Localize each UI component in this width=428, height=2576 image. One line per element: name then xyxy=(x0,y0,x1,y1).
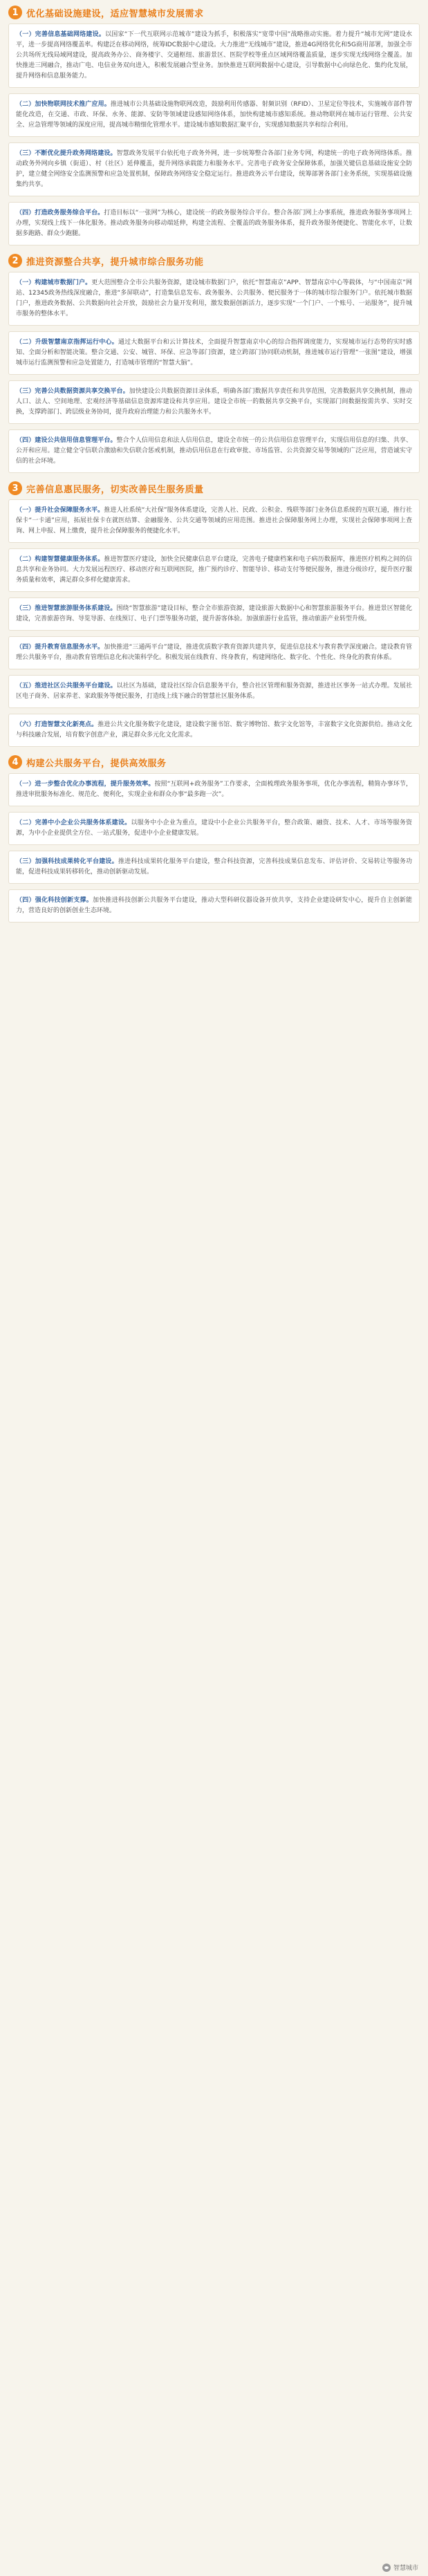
card-lead: （三）不断优化提升政务网络建设。 xyxy=(16,150,117,157)
section-number-badge: 4 xyxy=(8,755,22,769)
card-text: 加快推进“三通两平台”建设，推进优质数字教育资源共建共享，促进信息技术与教育教学深度融合。建设教育管理公共服务平台，推动教育管理信息化和决策科学化。积极发展在线教育、终身教育，构建网络化、数字化、个性化、终身化的教育体系。 xyxy=(16,644,412,661)
card-text: 推进人社系统“大社保”服务体系建设，完善人社、民政、公积金、残联等部门业务信息系统的互联互通，推行社保卡“一卡通”应用，拓展社保卡在就医结算、金融服务、公共交通等领域的应用范围。推进社会保障服务网上办理，实现社会保障事项网上查询、网上申报、网上缴费，提升社会保障服务的便捷化水平。 xyxy=(16,507,412,535)
card-lead: （三）推进智慧旅游服务体系建设。 xyxy=(16,605,117,612)
card-text: 推进科技成果转化服务平台建设，整合科技资源，完善科技成果信息发布、评估评价、交易转让等服务功能，促进科技成果转移转化，推动创新驱动发展。 xyxy=(16,858,412,875)
section-title: 推进资源整合共享，提升城市综合服务功能 xyxy=(26,257,204,268)
content-card xyxy=(8,93,420,137)
section-number-badge: 1 xyxy=(8,6,22,19)
card-lead: （二）完善中小企业公共服务体系建设。 xyxy=(16,819,131,826)
watermark-text: 智慧城市 xyxy=(393,2565,418,2572)
content-card xyxy=(8,272,420,326)
content-card xyxy=(8,889,420,923)
content-card xyxy=(8,812,420,845)
card-text: 推进公共文化服务数字化建设，建设数字图书馆、数字博物馆、数字文化馆等，丰富数字文化资源供给。推动文化与科技融合发展，培育数字创意产业，满足群众多元化文化需求。 xyxy=(16,721,412,739)
content-card xyxy=(8,773,420,806)
content-card xyxy=(8,331,420,375)
section-header xyxy=(8,755,420,769)
card-text: 推进智慧医疗建设，加快全民健康信息平台建设，完善电子健康档案和电子病历数据库，推进医疗机构之间的信息共享和业务协同。大力发展远程医疗、移动医疗和互联网医院，推广预约诊疗、智能导诊、移动支付等便民服务，推进分级诊疗，提升医疗服务质量和效率，满足群众多样化健康需求。 xyxy=(16,556,412,584)
card-text: 通过大数据平台和云计算技术，全面提升智慧南京中心的综合指挥调度能力，实现城市运行态势的实时感知、全面分析和智能决策。整合交通、公安、城管、环保、应急等部门资源，建立跨部门协同联动机制，推进城市运行管理“一张图”建设，增强城市运行监测预警和应急处置能力，打造城市管理的“智慧大脑”。 xyxy=(16,339,412,367)
content-card xyxy=(8,597,420,631)
card-text: 以社区为基础，建设社区综合信息服务平台，整合社区管理和服务资源，推进社区事务一站式办理。发展社区电子商务、居家养老、家政服务等便民服务，打造线上线下融合的智慧社区服务体系。 xyxy=(16,683,412,700)
content-card xyxy=(8,429,420,473)
card-lead: （二）升级智慧南京指挥运行中心。 xyxy=(16,339,118,346)
card-lead: （二）加快物联网技术推广应用。 xyxy=(16,101,111,108)
section-header xyxy=(8,481,420,495)
content-card xyxy=(8,714,420,747)
card-lead: （四）建设公共信用信息管理平台。 xyxy=(16,437,117,444)
card-lead: （四）提升教育信息服务水平。 xyxy=(16,644,104,651)
section-title: 构建公共服务平台，提供高效服务 xyxy=(26,758,167,769)
content-card xyxy=(8,142,420,196)
content-card xyxy=(8,851,420,884)
card-text: 整合个人信用信息和法人信用信息，建设全市统一的公共信用信息管理平台，实现信用信息的归集、共享、公开和应用。建立健全守信联合激励和失信联合惩戒机制，推动信用信息在行政审批、市场监管、公共资源交易等领域的广泛应用，营造诚实守信的社会环境。 xyxy=(16,437,412,465)
card-text: 更大范围整合全市公共服务资源，建设城市数据门户，依托“智慧南京”APP、智慧南京中心等载体，与“中国南京”网站、12345政务热线深度融合，推进“多屏联动”，打造集信息发布、政务服务、公共服务、便民服务于一体的城市综合服务门户。依托城市数据门户，推进政务数据、公共数据向社会开放，鼓励社会力量开发利用，激发数据创新活力，逐步实现“一个门户、一个账号、一站服务”，提升城市服务的整体水平。 xyxy=(16,279,412,317)
card-text: 加快建设公共数据资源目录体系，明确各部门数据共享责任和共享范围，完善数据共享交换机制，推动人口、法人、空间地理、宏观经济等基础信息资源库建设和共享应用。建设全市统一的数据共享交换平台，实现部门间数据按需共享、实时交换，支撑跨部门、跨层级业务协同，提升政府治理能力和公共服务水平。 xyxy=(16,388,412,416)
content-card xyxy=(8,548,420,592)
card-text: 加快推进科技创新公共服务平台建设，推动大型科研仪器设备开放共享，支持企业建设研发中心，提升自主创新能力，营造良好的创新创业生态环境。 xyxy=(16,897,412,914)
wechat-icon xyxy=(382,2564,391,2572)
card-lead: （一）进一步整合优化办事流程，提升服务效率。 xyxy=(16,781,155,788)
section-title: 完善信息惠民服务，切实改善民生服务质量 xyxy=(26,484,204,495)
card-text: 推进城市公共基础设施物联网改造，鼓励利用传感器、射频识别（RFID）、卫星定位等技术，实施城市部件智能化改造，在交通、市政、环保、水务、能源、安防等领域建设感知网络体系，加快构建城市感知系统。推动物联网在城市运行管理、公共安全、应急管理等领域的深度应用，提高城市精细化管理水平。建设城市感知数据汇聚平台，实现感知数据共享和综合利用。 xyxy=(16,101,412,129)
content-card xyxy=(8,380,420,424)
card-lead: （六）打造智慧文化新亮点。 xyxy=(16,721,98,728)
card-lead: （四）强化科技创新支撑。 xyxy=(16,897,93,904)
content-card xyxy=(8,24,420,88)
card-text: 打造目标以“一张网”为核心，建设统一的政务服务综合平台。整合各部门网上办事系统，推进政务服务事项网上办理，实现线上线下一体化服务。推动政务服务向移动端延伸，构建全流程、全覆盖的政务服务体系，提升政务服务便捷化、智能化水平，让数据多跑路、群众少跑腿。 xyxy=(16,210,412,237)
card-lead: （二）构建智慧健康服务体系。 xyxy=(16,556,104,563)
card-text: 智慧政务发展平台依托电子政务外网，进一步统筹整合各部门业务专网，构建统一的电子政务网络体系。推动政务外网向乡镇（街道）、村（社区）延伸覆盖，提升网络承载能力和服务水平。完善电子政务安全保障体系，加强关键信息基础设施安全防护，建立健全网络安全监测预警和应急处置机制，保障政务网络安全稳定运行。推进政务云平台建设，统筹部署各部门业务系统，实现基础设施集约共享。 xyxy=(16,150,412,188)
content-card xyxy=(8,675,420,708)
section-number-badge: 3 xyxy=(8,481,22,495)
card-lead: （五）推进社区公共服务平台建设。 xyxy=(16,683,117,689)
card-text: 按照“互联网+政务服务”工作要求，全面梳理政务服务事项，优化办事流程，精简办事环节，推进审批服务标准化、规范化、便利化，实现企业和群众办事“最多跑一次”。 xyxy=(16,781,412,798)
section-header xyxy=(8,254,420,268)
card-text: 以服务中小企业为重点，建设中小企业公共服务平台，整合政策、融资、技术、人才、市场等服务资源，为中小企业提供全方位、一站式服务，促进中小企业健康发展。 xyxy=(16,819,412,837)
section-number-badge: 2 xyxy=(8,254,22,268)
content-card xyxy=(8,636,420,669)
section-header xyxy=(8,6,420,19)
card-lead: （三）完善公共数据资源共享交换平台。 xyxy=(16,388,129,395)
card-lead: （一）提升社会保障服务水平。 xyxy=(16,507,104,514)
content-card xyxy=(8,202,420,245)
watermark xyxy=(382,2563,418,2572)
content-card xyxy=(8,499,420,543)
card-lead: （一）构建城市数据门户。 xyxy=(16,279,92,286)
card-text: 围绕“智慧旅游”建设目标，整合全市旅游资源，建设旅游大数据中心和智慧旅游服务平台。推进景区智能化建设，完善旅游咨询、导览导游、在线预订、电子门票等服务功能，提升游客体验。加强旅游行业监管，推动旅游产业转型升级。 xyxy=(16,605,412,622)
card-lead: （一）完善信息基础网络建设。 xyxy=(16,31,106,38)
card-lead: （四）打造政务服务综合平台。 xyxy=(16,210,104,216)
section-title: 优化基础设施建设，适应智慧城市发展需求 xyxy=(26,8,204,19)
card-text: 以国家“下一代互联网示范城市”建设为抓手，积极落实“宽带中国”战略推动实施。着力提升“城市光网”建设水平，进一步提高网络覆盖率。构建泛在移动网络，统筹IDC数据中心建设。大力推进“无线城市”建设，推进4G网络优化和5G商用部署，加强全市公共场所无线局域网建设，提高政务办公、商务楼宇、交通枢纽、旅游景区、医院学校等重点区域网络覆盖质量，逐步实现无线网络全覆盖。加快推进三网融合，推动广电、电信业务双向进入，积极发展融合型业务。加快推进互联网数据中心建设，引导数据中心向绿色化、集约化发展，提升网络和信息服务能力。 xyxy=(16,31,412,80)
card-lead: （三）加强科技成果转化平台建设。 xyxy=(16,858,118,865)
